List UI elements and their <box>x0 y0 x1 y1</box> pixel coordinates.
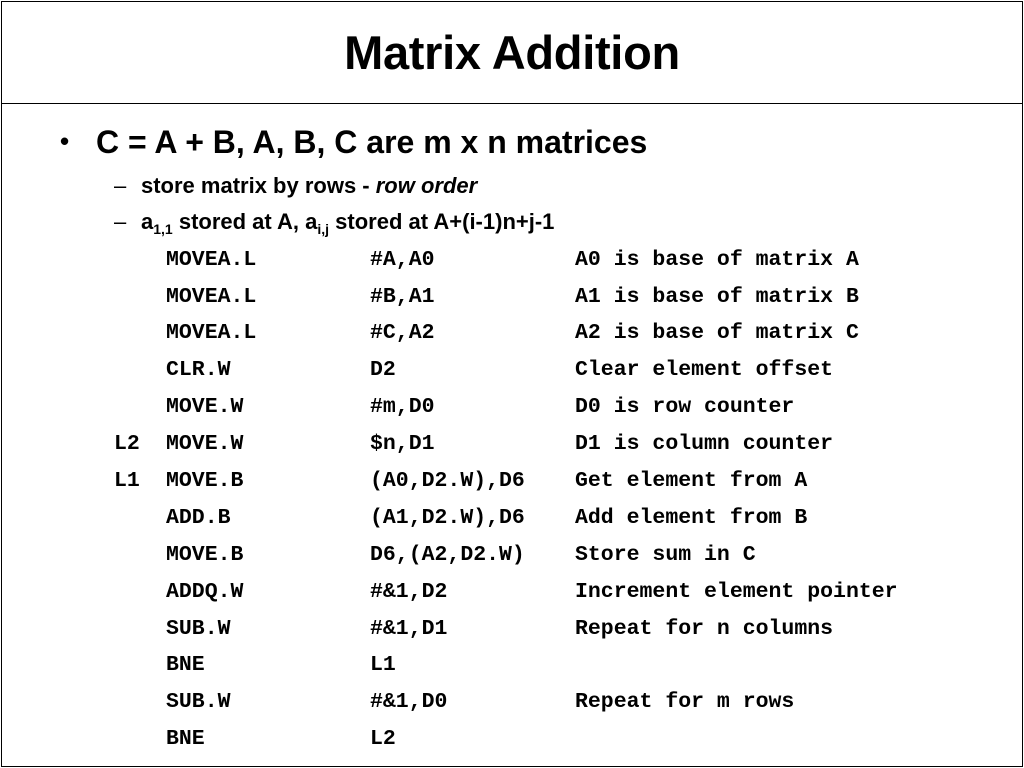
code-operands: (A0,D2.W),D6 <box>370 469 525 494</box>
code-operands: L2 <box>370 727 396 752</box>
code-opcode: SUB.W <box>166 690 231 715</box>
code-comment: Clear element offset <box>575 358 834 383</box>
code-label <box>114 537 166 574</box>
code-line <box>114 426 975 463</box>
code-operands: L1 <box>370 653 396 678</box>
slide <box>1 1 1023 767</box>
code-opcode: BNE <box>166 653 205 678</box>
code-opcode: CLR.W <box>166 358 231 383</box>
code-label <box>114 316 166 353</box>
code-label <box>114 611 166 648</box>
dash-icon: – <box>114 173 127 198</box>
code-opcode: ADD.B <box>166 505 231 530</box>
code-line <box>114 353 975 390</box>
storage-sub-1: 1,1 <box>153 221 173 237</box>
code-opcode: MOVEA.L <box>166 321 257 346</box>
sub-bullet-storage <box>114 209 555 237</box>
code-comment: Repeat for m rows <box>575 690 795 715</box>
main-bullet-text: C = A + B, A, B, C are m x n matrices <box>96 124 648 160</box>
code-comment: A0 is base of matrix A <box>575 247 859 272</box>
storage-sub-2: i,j <box>317 221 330 237</box>
code-label <box>114 353 166 390</box>
code-label <box>114 500 166 537</box>
code-label <box>114 279 166 316</box>
code-label <box>114 722 166 759</box>
code-comment: A2 is base of matrix C <box>575 321 859 346</box>
code-line <box>114 611 975 648</box>
code-line <box>114 390 975 427</box>
code-label <box>114 390 166 427</box>
code-opcode: ADDQ.W <box>166 579 244 604</box>
title-bar <box>2 2 1022 104</box>
code-operands: #&1,D1 <box>370 616 448 641</box>
storage-tail: stored at A+(i-1)n+j-1 <box>329 209 555 234</box>
code-line <box>114 537 975 574</box>
sub-bullet-row-order <box>114 175 477 197</box>
code-comment: Add element from B <box>575 505 808 530</box>
code-operands: D2 <box>370 358 396 383</box>
slide-title: Matrix Addition <box>344 26 680 79</box>
code-comment: D1 is column counter <box>575 432 834 457</box>
code-line <box>114 648 975 685</box>
code-comment: A1 is base of matrix B <box>575 284 859 309</box>
code-label <box>114 242 166 279</box>
code-label <box>114 648 166 685</box>
code-operands: #C,A2 <box>370 321 435 346</box>
code-comment: D0 is row counter <box>575 395 795 420</box>
code-line <box>114 279 975 316</box>
code-label: L1 <box>114 469 140 494</box>
code-label <box>114 685 166 722</box>
assembly-code-listing <box>114 242 975 758</box>
dash-icon: – <box>114 209 127 234</box>
code-body <box>114 242 975 758</box>
code-line <box>114 500 975 537</box>
code-comment <box>575 722 975 759</box>
code-opcode: SUB.W <box>166 616 231 641</box>
storage-mid: stored at A, a <box>172 209 318 234</box>
code-operands: #A,A0 <box>370 247 435 272</box>
row-order-prefix: store matrix by rows - <box>141 173 376 198</box>
code-operands: $n,D1 <box>370 432 435 457</box>
storage-a: a <box>141 209 154 234</box>
code-line <box>114 685 975 722</box>
code-label <box>114 574 166 611</box>
code-comment: Increment element pointer <box>575 579 898 604</box>
code-opcode: MOVE.W <box>166 432 244 457</box>
code-line <box>114 722 975 759</box>
code-opcode: MOVE.B <box>166 542 244 567</box>
code-operands: (A1,D2.W),D6 <box>370 505 525 530</box>
code-opcode: MOVEA.L <box>166 247 257 272</box>
code-opcode: MOVEA.L <box>166 284 257 309</box>
code-line <box>114 574 975 611</box>
code-opcode: MOVE.B <box>166 469 244 494</box>
row-order-emphasis: row order <box>375 173 478 198</box>
code-opcode: MOVE.W <box>166 395 244 420</box>
code-operands: D6,(A2,D2.W) <box>370 542 525 567</box>
code-comment <box>575 648 975 685</box>
code-opcode: BNE <box>166 727 205 752</box>
code-comment: Repeat for n columns <box>575 616 834 641</box>
code-line <box>114 242 975 279</box>
bullet-dot-icon: • <box>60 126 70 156</box>
code-comment: Store sum in C <box>575 542 756 567</box>
code-label: L2 <box>114 432 140 457</box>
code-line <box>114 316 975 353</box>
code-operands: #&1,D0 <box>370 690 448 715</box>
code-operands: #&1,D2 <box>370 579 448 604</box>
code-operands: #B,A1 <box>370 284 435 309</box>
code-operands: #m,D0 <box>370 395 435 420</box>
code-line <box>114 463 975 500</box>
main-bullet <box>60 126 647 158</box>
code-comment: Get element from A <box>575 469 808 494</box>
